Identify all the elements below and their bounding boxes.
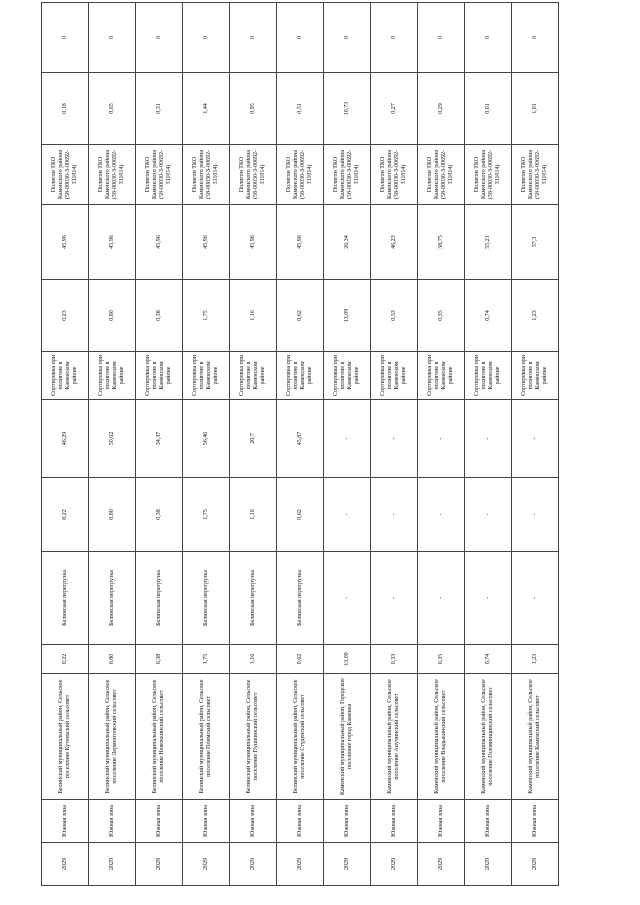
cell-distance-transfer: 50,62 xyxy=(89,400,136,478)
cell-settlement: Белинский муниципальный район, Сельское поселение Невежкинский сельсовет xyxy=(136,674,183,800)
cell-zone: Южная зона xyxy=(277,800,324,843)
cell-transfer-station: - xyxy=(418,552,465,645)
cell-sorting-facility: Сортировка при полигоне в Каменском районе xyxy=(230,352,277,400)
cell-landfill: Полигон ТКО Каменского района (58-00030-З-00692-311014) xyxy=(512,145,559,205)
cell-volume-transferred: 1,75 xyxy=(183,478,230,552)
cell-transfer-station: - xyxy=(324,552,371,645)
cell-volume-sorted: 1,75 xyxy=(183,280,230,352)
cell-year: 2029 xyxy=(89,843,136,886)
cell-volume-landfilled: 0,51 xyxy=(277,73,324,145)
cell-distance-sorting: 37,3 xyxy=(512,205,559,280)
cell-volume-landfilled: 0,65 xyxy=(89,73,136,145)
cell-volume-generated: 0,62 xyxy=(277,645,324,674)
cell-settlement: Каменский муниципальный район, Сельское поселение Каменский сельсовет xyxy=(512,674,559,800)
cell-transfer-station: Белинская перегрузка xyxy=(89,552,136,645)
cell-volume-transferred: 0,80 xyxy=(89,478,136,552)
cell-sorting-facility: Сортировка при полигоне в Каменском районе xyxy=(89,352,136,400)
cell-volume-remaining: 0 xyxy=(512,3,559,73)
cell-landfill: Полигон ТКО Каменского района (58-00030-З-00692-311014) xyxy=(324,145,371,205)
cell-distance-transfer: 20,7 xyxy=(230,400,277,478)
cell-settlement: Каменский муниципальный район, Сельское поселение Анучинский сельсовет xyxy=(371,674,418,800)
cell-volume-transferred: 1,16 xyxy=(230,478,277,552)
cell-volume-generated: 1,16 xyxy=(230,645,277,674)
cell-zone: Южная зона xyxy=(371,800,418,843)
cell-distance-sorting: 45,96 xyxy=(277,205,324,280)
cell-distance-transfer: - xyxy=(465,400,512,478)
cell-transfer-station: Белинская перегрузка xyxy=(42,552,89,645)
cell-volume-landfilled: 0,95 xyxy=(230,73,277,145)
cell-distance-transfer: 34,37 xyxy=(136,400,183,478)
cell-transfer-station: Белинская перегрузка xyxy=(136,552,183,645)
cell-distance-sorting: 38,75 xyxy=(418,205,465,280)
cell-landfill: Полигон ТКО Каменского района (58-00030-З-00692-311014) xyxy=(230,145,277,205)
cell-zone: Южная зона xyxy=(136,800,183,843)
cell-volume-remaining: 0 xyxy=(418,3,465,73)
table-body xyxy=(42,3,559,886)
cell-transfer-station: Белинская перегрузка xyxy=(183,552,230,645)
cell-distance-sorting: 45,96 xyxy=(89,205,136,280)
cell-sorting-facility: Сортировка при полигоне в Каменском районе xyxy=(136,352,183,400)
cell-volume-generated: 0,35 xyxy=(418,645,465,674)
cell-zone: Южная зона xyxy=(183,800,230,843)
cell-volume-transferred: 0,22 xyxy=(42,478,89,552)
cell-year: 2029 xyxy=(277,843,324,886)
cell-volume-sorted: 0,74 xyxy=(465,280,512,352)
cell-volume-generated: 1,75 xyxy=(183,645,230,674)
waste-flow-table xyxy=(41,2,559,886)
cell-zone: Южная зона xyxy=(465,800,512,843)
table-row xyxy=(465,3,512,886)
cell-distance-sorting: 55,21 xyxy=(465,205,512,280)
cell-volume-remaining: 0 xyxy=(136,3,183,73)
cell-distance-sorting: 45,96 xyxy=(183,205,230,280)
cell-volume-transferred: - xyxy=(512,478,559,552)
cell-volume-transferred: 0,38 xyxy=(136,478,183,552)
cell-volume-remaining: 0 xyxy=(230,3,277,73)
cell-year: 2029 xyxy=(465,843,512,886)
cell-landfill: Полигон ТКО Каменского района (58-00030-З-00692-311014) xyxy=(277,145,324,205)
cell-sorting-facility: Сортировка при полигоне в Каменском районе xyxy=(371,352,418,400)
cell-volume-sorted: 0,35 xyxy=(418,280,465,352)
cell-volume-landfilled: 1,44 xyxy=(183,73,230,145)
cell-year: 2029 xyxy=(371,843,418,886)
cell-volume-sorted: 0,23 xyxy=(42,280,89,352)
cell-year: 2029 xyxy=(418,843,465,886)
cell-volume-generated: 0,80 xyxy=(89,645,136,674)
table-row xyxy=(230,3,277,886)
cell-distance-transfer: - xyxy=(371,400,418,478)
cell-sorting-facility: Сортировка при полигоне в Каменском районе xyxy=(277,352,324,400)
cell-sorting-facility: Сортировка при полигоне в Каменском районе xyxy=(324,352,371,400)
cell-volume-generated: 1,23 xyxy=(512,645,559,674)
cell-volume-generated: 0,22 xyxy=(42,645,89,674)
cell-zone: Южная зона xyxy=(230,800,277,843)
cell-distance-sorting: 45,96 xyxy=(230,205,277,280)
cell-volume-sorted: 13,09 xyxy=(324,280,371,352)
cell-transfer-station: - xyxy=(512,552,559,645)
cell-volume-sorted: 1,23 xyxy=(512,280,559,352)
cell-distance-sorting: 45,96 xyxy=(42,205,89,280)
cell-landfill: Полигон ТКО Каменского района (58-00030-З-00692-311014) xyxy=(465,145,512,205)
cell-zone: Южная зона xyxy=(418,800,465,843)
cell-transfer-station: Белинская перегрузка xyxy=(230,552,277,645)
cell-volume-remaining: 0 xyxy=(371,3,418,73)
cell-volume-transferred: - xyxy=(371,478,418,552)
cell-distance-transfer: 46,29 xyxy=(42,400,89,478)
cell-transfer-station: - xyxy=(371,552,418,645)
table-row xyxy=(512,3,559,886)
cell-landfill: Полигон ТКО Каменского района (58-00030-З-00692-311014) xyxy=(183,145,230,205)
cell-volume-remaining: 0 xyxy=(42,3,89,73)
cell-settlement: Белинский муниципальный район, Сельское поселение Кутеевский сельсовет xyxy=(42,674,89,800)
cell-landfill: Полигон ТКО Каменского района (58-00030-З-00692-311014) xyxy=(136,145,183,205)
cell-sorting-facility: Сортировка при полигоне в Каменском районе xyxy=(183,352,230,400)
cell-zone: Южная зона xyxy=(324,800,371,843)
cell-sorting-facility: Сортировка при полигоне в Каменском районе xyxy=(418,352,465,400)
cell-settlement: Каменский муниципальный район, Сельское поселение Владыкинский сельсовет xyxy=(418,674,465,800)
cell-zone: Южная зона xyxy=(42,800,89,843)
cell-volume-landfilled: 0,18 xyxy=(42,73,89,145)
cell-volume-remaining: 0 xyxy=(465,3,512,73)
cell-settlement: Каменский муниципальный район, Городское поселение город Каменка xyxy=(324,674,371,800)
cell-volume-transferred: - xyxy=(324,478,371,552)
cell-volume-sorted: 0,33 xyxy=(371,280,418,352)
cell-distance-transfer: - xyxy=(324,400,371,478)
cell-settlement: Белинский муниципальный район, Сельское поселение Студенский сельсовет xyxy=(277,674,324,800)
cell-settlement: Каменский муниципальный район, Сельское поселение Головинщинский сельсовет xyxy=(465,674,512,800)
cell-distance-transfer: 45,87 xyxy=(277,400,324,478)
cell-settlement: Белинский муниципальный район, Сельское поселение Пушкинский сельсовет xyxy=(230,674,277,800)
cell-landfill: Полигон ТКО Каменского района (58-00030-З-00692-311014) xyxy=(418,145,465,205)
table-row xyxy=(42,3,89,886)
table-row xyxy=(89,3,136,886)
cell-transfer-station: Белинская перегрузка xyxy=(277,552,324,645)
cell-distance-transfer: 56,46 xyxy=(183,400,230,478)
cell-year: 2029 xyxy=(42,843,89,886)
cell-zone: Южная зона xyxy=(89,800,136,843)
cell-volume-landfilled: 0,61 xyxy=(465,73,512,145)
table-row xyxy=(371,3,418,886)
cell-volume-landfilled: 0,29 xyxy=(418,73,465,145)
table-row xyxy=(136,3,183,886)
cell-volume-landfilled: 0,27 xyxy=(371,73,418,145)
cell-volume-generated: 13,09 xyxy=(324,645,371,674)
cell-zone: Южная зона xyxy=(512,800,559,843)
cell-volume-sorted: 1,16 xyxy=(230,280,277,352)
cell-settlement: Белинский муниципальный район, Сельское поселение Поимский сельсовет xyxy=(183,674,230,800)
cell-year: 2029 xyxy=(183,843,230,886)
cell-volume-generated: 0,33 xyxy=(371,645,418,674)
cell-volume-remaining: 0 xyxy=(89,3,136,73)
cell-sorting-facility: Сортировка при полигоне в Каменском районе xyxy=(42,352,89,400)
cell-settlement: Белинский муниципальный район, Сельское поселение Лермонтовский сельсовет xyxy=(89,674,136,800)
cell-year: 2029 xyxy=(324,843,371,886)
cell-volume-transferred: 0,62 xyxy=(277,478,324,552)
cell-volume-generated: 0,38 xyxy=(136,645,183,674)
cell-landfill: Полигон ТКО Каменского района (58-00030-З-00692-311014) xyxy=(371,145,418,205)
cell-volume-landfilled: 10,73 xyxy=(324,73,371,145)
cell-year: 2029 xyxy=(136,843,183,886)
cell-distance-transfer: - xyxy=(512,400,559,478)
cell-year: 2029 xyxy=(512,843,559,886)
cell-landfill: Полигон ТКО Каменского района (58-00030-З-00692-311014) xyxy=(89,145,136,205)
table-row xyxy=(324,3,371,886)
cell-volume-remaining: 0 xyxy=(183,3,230,73)
table-row xyxy=(277,3,324,886)
cell-volume-landfilled: 1,01 xyxy=(512,73,559,145)
cell-sorting-facility: Сортировка при полигоне в Каменском районе xyxy=(465,352,512,400)
cell-volume-sorted: 0,62 xyxy=(277,280,324,352)
cell-volume-transferred: - xyxy=(465,478,512,552)
cell-landfill: Полигон ТКО Каменского района (58-00030-З-00692-311014) xyxy=(42,145,89,205)
cell-sorting-facility: Сортировка при полигоне в Каменском районе xyxy=(512,352,559,400)
cell-distance-sorting: 46,23 xyxy=(371,205,418,280)
cell-volume-landfilled: 0,31 xyxy=(136,73,183,145)
cell-year: 2029 xyxy=(230,843,277,886)
cell-distance-sorting: 26,34 xyxy=(324,205,371,280)
table-row xyxy=(183,3,230,886)
cell-volume-sorted: 0,80 xyxy=(89,280,136,352)
cell-volume-generated: 0,74 xyxy=(465,645,512,674)
cell-distance-transfer: - xyxy=(418,400,465,478)
table-row xyxy=(418,3,465,886)
cell-distance-sorting: 45,96 xyxy=(136,205,183,280)
cell-volume-transferred: - xyxy=(418,478,465,552)
cell-volume-remaining: 0 xyxy=(324,3,371,73)
cell-transfer-station: - xyxy=(465,552,512,645)
cell-volume-sorted: 0,38 xyxy=(136,280,183,352)
cell-volume-remaining: 0 xyxy=(277,3,324,73)
